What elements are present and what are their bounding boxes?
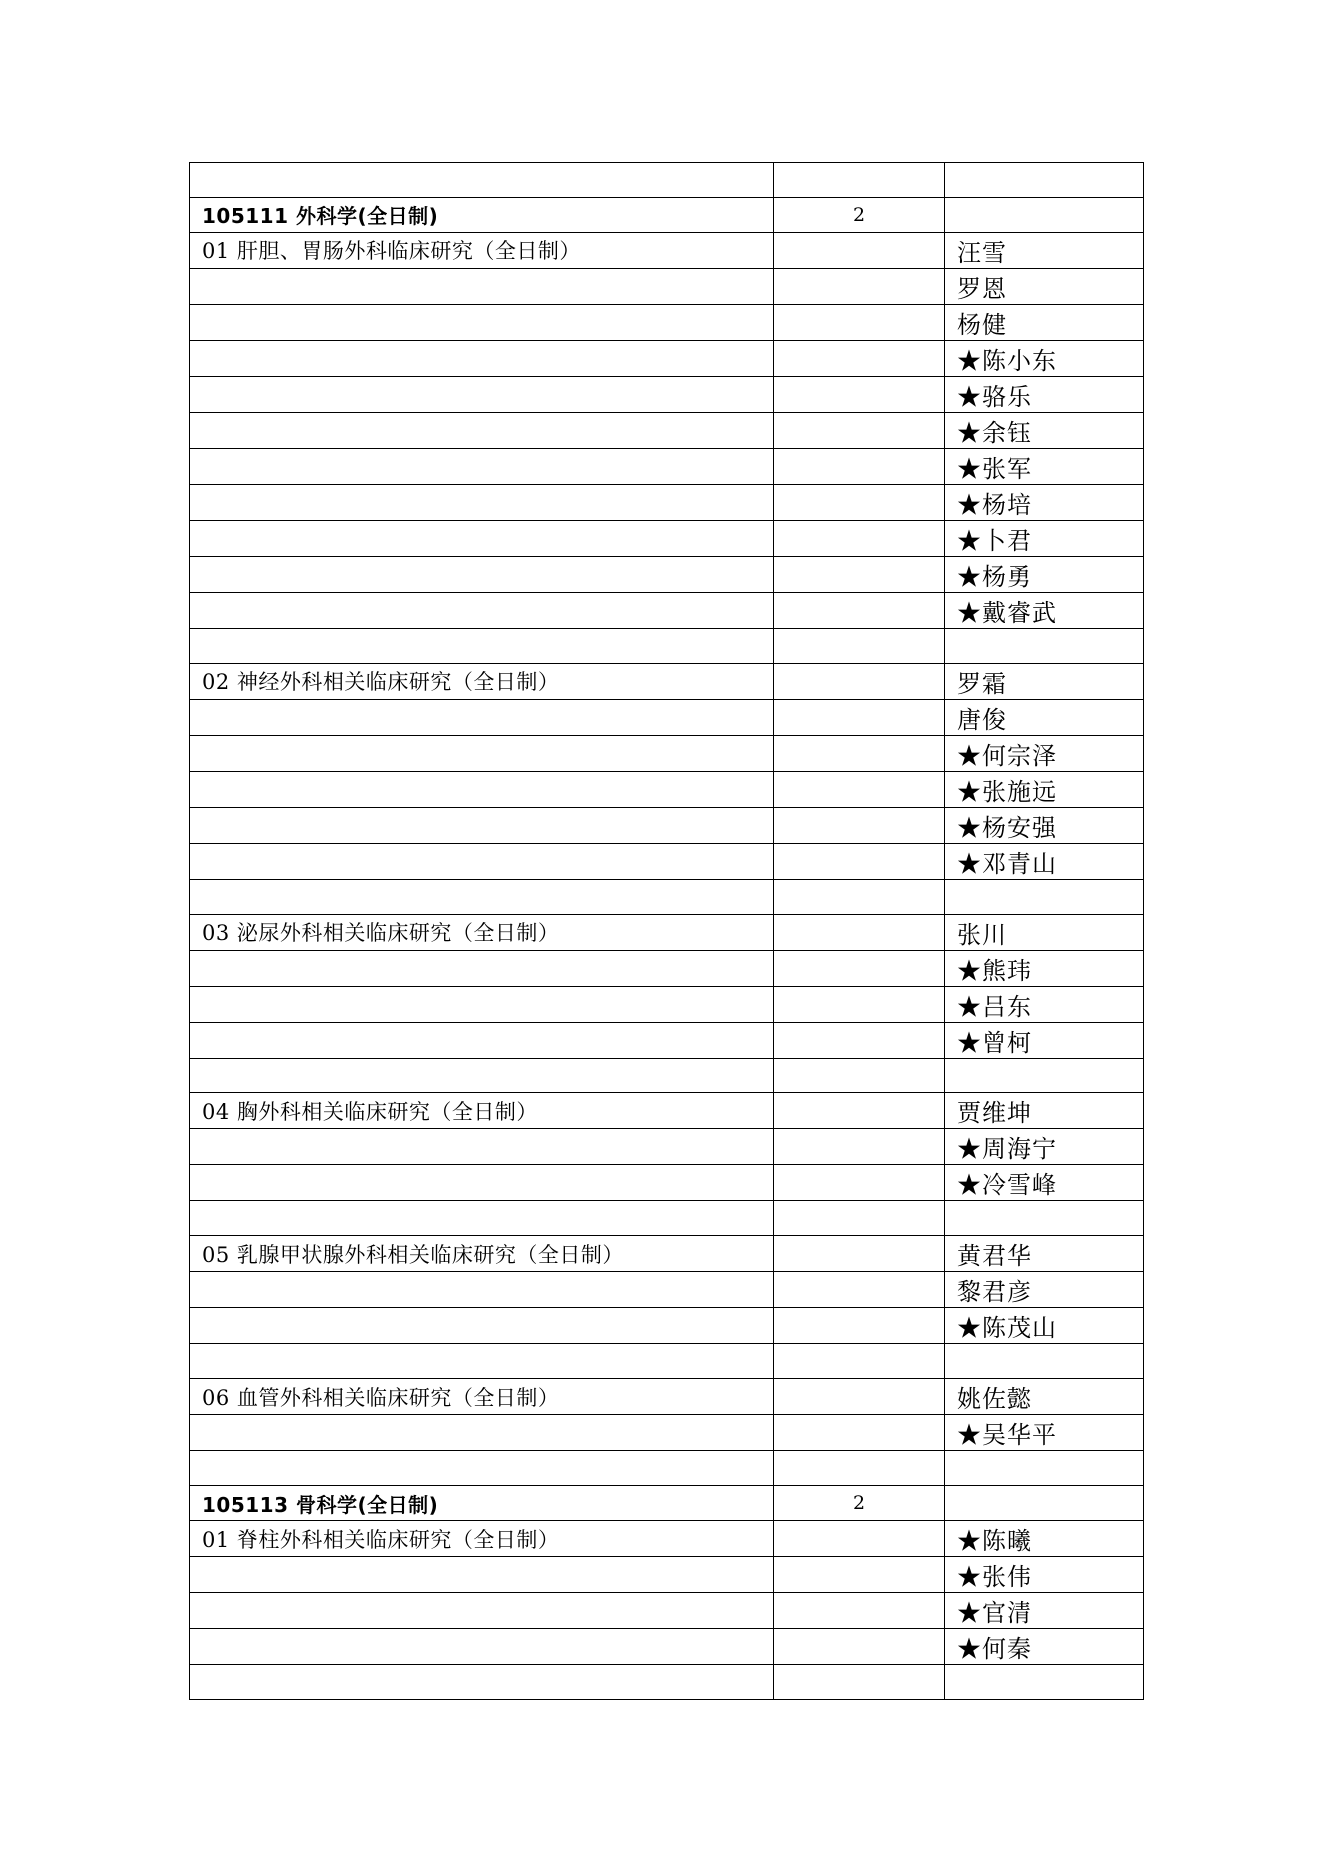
quota-cell — [774, 376, 945, 412]
quota-cell — [774, 663, 945, 699]
quota-cell: 2 — [774, 1486, 945, 1521]
research-direction-cell: 01 脊柱外科相关临床研究（全日制） — [190, 1521, 774, 1557]
quota-cell — [774, 771, 945, 807]
supervisor-cell: ★卜君 — [945, 520, 1144, 556]
table-row — [190, 1272, 1144, 1308]
research-direction-cell — [190, 163, 774, 198]
supervisor-cell: ★吴华平 — [945, 1415, 1144, 1451]
quota-cell — [774, 448, 945, 484]
supervisor-cell — [945, 197, 1144, 232]
research-direction-cell: 05 乳腺甲状腺外科相关临床研究（全日制） — [190, 1236, 774, 1272]
supervisor-cell: ★吕东 — [945, 986, 1144, 1022]
research-direction-cell — [190, 484, 774, 520]
quota-cell — [774, 1236, 945, 1272]
research-direction-cell — [190, 807, 774, 843]
direction-row — [190, 663, 1144, 699]
supervisor-cell: 贾维坤 — [945, 1093, 1144, 1129]
quota-cell — [774, 628, 945, 663]
supervisor-cell: ★余钰 — [945, 412, 1144, 448]
quota-cell — [774, 1629, 945, 1665]
quota-cell — [774, 699, 945, 735]
research-direction-cell — [190, 1415, 774, 1451]
table-row — [190, 412, 1144, 448]
research-direction-cell — [190, 1058, 774, 1093]
quota-cell — [774, 412, 945, 448]
table-row — [190, 556, 1144, 592]
research-direction-cell: 03 泌尿外科相关临床研究（全日制） — [190, 914, 774, 950]
quota-cell — [774, 1093, 945, 1129]
research-direction-cell — [190, 1272, 774, 1308]
quota-cell — [774, 1344, 945, 1379]
direction-row — [190, 1236, 1144, 1272]
table-row — [190, 1665, 1144, 1700]
supervisor-cell: 罗霜 — [945, 663, 1144, 699]
research-direction-cell — [190, 376, 774, 412]
table-row — [190, 340, 1144, 376]
table-row — [190, 448, 1144, 484]
supervisor-cell: ★周海宁 — [945, 1129, 1144, 1165]
quota-cell — [774, 914, 945, 950]
table-row — [190, 699, 1144, 735]
research-direction-cell — [190, 520, 774, 556]
table-row — [190, 628, 1144, 663]
quota-cell — [774, 1201, 945, 1236]
supervisor-cell: ★张施远 — [945, 771, 1144, 807]
supervisor-cell: ★何秦 — [945, 1629, 1144, 1665]
direction-row — [190, 914, 1144, 950]
table-row — [190, 1165, 1144, 1201]
supervisor-cell: ★曾柯 — [945, 1022, 1144, 1058]
table-row — [190, 1201, 1144, 1236]
supervisor-cell: 杨健 — [945, 304, 1144, 340]
research-direction-cell — [190, 699, 774, 735]
quota-cell — [774, 807, 945, 843]
supervisor-cell: 汪雪 — [945, 232, 1144, 268]
table-body — [190, 163, 1144, 1700]
research-direction-cell — [190, 843, 774, 879]
major-row — [190, 197, 1144, 232]
supervisor-cell: 张川 — [945, 914, 1144, 950]
research-direction-cell — [190, 950, 774, 986]
supervisor-cell: ★杨培 — [945, 484, 1144, 520]
supervisor-cell — [945, 1451, 1144, 1486]
quota-cell — [774, 1665, 945, 1700]
table-row — [190, 1308, 1144, 1344]
quota-cell — [774, 986, 945, 1022]
research-direction-cell — [190, 879, 774, 914]
major-row — [190, 1486, 1144, 1521]
supervisor-cell: 黄君华 — [945, 1236, 1144, 1272]
quota-cell — [774, 1272, 945, 1308]
quota-cell — [774, 1415, 945, 1451]
quota-cell — [774, 1521, 945, 1557]
major-name-cell: 105113 骨科学(全日制) — [190, 1486, 774, 1521]
supervisor-cell — [945, 163, 1144, 198]
supervisor-cell: ★杨勇 — [945, 556, 1144, 592]
table-row — [190, 879, 1144, 914]
quota-cell — [774, 232, 945, 268]
research-direction-cell — [190, 986, 774, 1022]
supervisor-cell: ★杨安强 — [945, 807, 1144, 843]
research-direction-cell — [190, 628, 774, 663]
direction-row — [190, 1093, 1144, 1129]
quota-cell — [774, 735, 945, 771]
supervisor-cell: ★冷雪峰 — [945, 1165, 1144, 1201]
research-direction-cell — [190, 1308, 774, 1344]
research-direction-cell — [190, 592, 774, 628]
supervisor-cell — [945, 879, 1144, 914]
research-direction-cell — [190, 1022, 774, 1058]
supervisor-cell: 姚佐懿 — [945, 1379, 1144, 1415]
research-direction-cell — [190, 268, 774, 304]
quota-cell — [774, 1593, 945, 1629]
supervisor-cell — [945, 628, 1144, 663]
table-row — [190, 592, 1144, 628]
table-row — [190, 950, 1144, 986]
supervisor-cell: ★陈曦 — [945, 1521, 1144, 1557]
research-direction-cell — [190, 1165, 774, 1201]
quota-cell — [774, 1165, 945, 1201]
table-row — [190, 484, 1144, 520]
quota-cell — [774, 340, 945, 376]
quota-cell — [774, 843, 945, 879]
table-row — [190, 520, 1144, 556]
table-row — [190, 843, 1144, 879]
table-row — [190, 735, 1144, 771]
enrollment-table — [189, 162, 1144, 1700]
quota-cell — [774, 1129, 945, 1165]
table-row — [190, 1593, 1144, 1629]
research-direction-cell: 01 肝胆、胃肠外科临床研究（全日制） — [190, 232, 774, 268]
table-row — [190, 268, 1144, 304]
table-row — [190, 1129, 1144, 1165]
table-row — [190, 376, 1144, 412]
research-direction-cell — [190, 1557, 774, 1593]
research-direction-cell: 06 血管外科相关临床研究（全日制） — [190, 1379, 774, 1415]
research-direction-cell — [190, 1593, 774, 1629]
supervisor-cell: 唐俊 — [945, 699, 1144, 735]
supervisor-cell: ★张军 — [945, 448, 1144, 484]
research-direction-cell — [190, 1201, 774, 1236]
research-direction-cell — [190, 412, 774, 448]
quota-cell — [774, 304, 945, 340]
research-direction-cell — [190, 448, 774, 484]
research-direction-cell — [190, 1665, 774, 1700]
supervisor-cell: ★张伟 — [945, 1557, 1144, 1593]
research-direction-cell: 02 神经外科相关临床研究（全日制） — [190, 663, 774, 699]
supervisor-cell: 罗恩 — [945, 268, 1144, 304]
research-direction-cell — [190, 556, 774, 592]
major-name-cell: 105111 外科学(全日制) — [190, 197, 774, 232]
research-direction-cell — [190, 1451, 774, 1486]
table-row — [190, 1022, 1144, 1058]
table-row — [190, 807, 1144, 843]
research-direction-cell — [190, 735, 774, 771]
quota-cell — [774, 592, 945, 628]
research-direction-cell: 04 胸外科相关临床研究（全日制） — [190, 1093, 774, 1129]
research-direction-cell — [190, 771, 774, 807]
supervisor-cell: ★官清 — [945, 1593, 1144, 1629]
quota-cell: 2 — [774, 197, 945, 232]
supervisor-cell: ★骆乐 — [945, 376, 1144, 412]
quota-cell — [774, 950, 945, 986]
supervisor-cell: ★何宗泽 — [945, 735, 1144, 771]
supervisor-cell: ★熊玮 — [945, 950, 1144, 986]
supervisor-cell: ★陈小东 — [945, 340, 1144, 376]
table-row — [190, 1557, 1144, 1593]
supervisor-cell: 黎君彦 — [945, 1272, 1144, 1308]
supervisor-cell — [945, 1058, 1144, 1093]
table-row — [190, 986, 1144, 1022]
table-row — [190, 1058, 1144, 1093]
quota-cell — [774, 879, 945, 914]
table-row — [190, 1415, 1144, 1451]
direction-row — [190, 1521, 1144, 1557]
research-direction-cell — [190, 1629, 774, 1665]
quota-cell — [774, 1451, 945, 1486]
supervisor-cell: ★邓青山 — [945, 843, 1144, 879]
supervisor-cell: ★戴睿武 — [945, 592, 1144, 628]
table-row — [190, 304, 1144, 340]
table-row — [190, 1344, 1144, 1379]
supervisor-cell — [945, 1486, 1144, 1521]
quota-cell — [774, 163, 945, 198]
supervisor-cell: ★陈茂山 — [945, 1308, 1144, 1344]
quota-cell — [774, 520, 945, 556]
research-direction-cell — [190, 1344, 774, 1379]
supervisor-cell — [945, 1201, 1144, 1236]
table-row — [190, 1451, 1144, 1486]
direction-row — [190, 1379, 1144, 1415]
quota-cell — [774, 1308, 945, 1344]
direction-row — [190, 232, 1144, 268]
research-direction-cell — [190, 1129, 774, 1165]
quota-cell — [774, 1022, 945, 1058]
table-row — [190, 163, 1144, 198]
table-row — [190, 1629, 1144, 1665]
research-direction-cell — [190, 340, 774, 376]
table-row — [190, 771, 1144, 807]
quota-cell — [774, 268, 945, 304]
quota-cell — [774, 484, 945, 520]
quota-cell — [774, 556, 945, 592]
research-direction-cell — [190, 304, 774, 340]
quota-cell — [774, 1058, 945, 1093]
quota-cell — [774, 1379, 945, 1415]
quota-cell — [774, 1557, 945, 1593]
supervisor-cell — [945, 1344, 1144, 1379]
supervisor-cell — [945, 1665, 1144, 1700]
